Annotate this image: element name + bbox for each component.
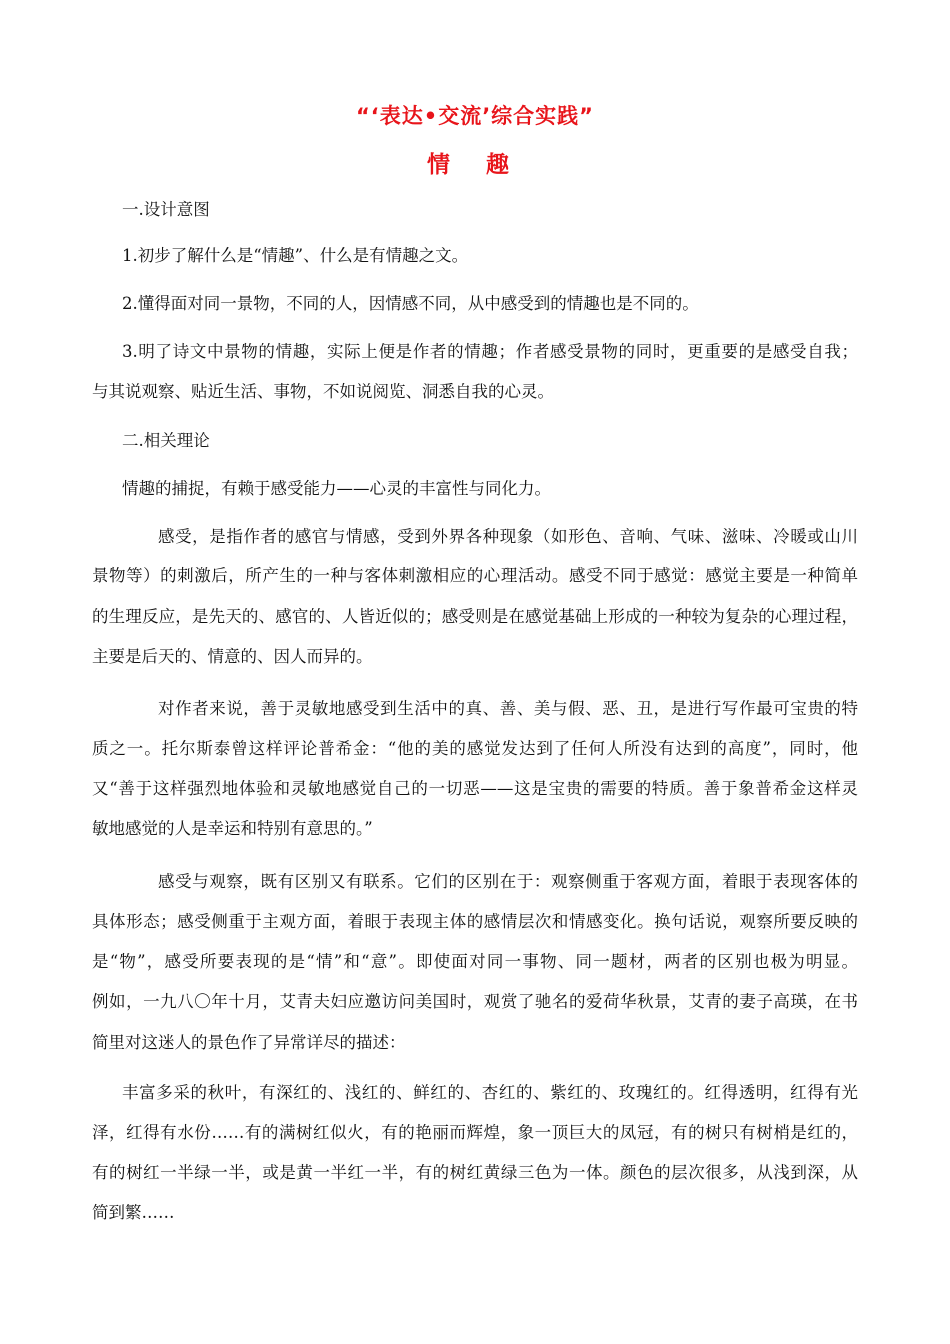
quote-line-3: 有的树红一半绿一半，或是黄一半红一半，有的树红黄绿三色为一体。颜色的层次很多，从浅到深，从 bbox=[92, 1163, 858, 1182]
paragraph-intro: 情趣的捕捉，有赖于感受能力——心灵的丰富性与同化力。 bbox=[122, 479, 551, 498]
paragraph-2-line-4: 敏地感觉的人是幸运和特别有意思的。” bbox=[92, 819, 373, 838]
list-item-3-line-2: 与其说观察、贴近生活、事物，不如说阅览、洞悉自我的心灵。 bbox=[92, 382, 554, 401]
list-item-1: 1.初步了解什么是“情趣”、什么是有情趣之文。 bbox=[122, 246, 469, 265]
list-item-2: 2.懂得面对同一景物，不同的人，因情感不同，从中感受到的情趣也是不同的。 bbox=[122, 294, 699, 313]
section-heading-1: 一.设计意图 bbox=[122, 200, 210, 219]
paragraph-1-line-4: 主要是后天的、情意的、因人而异的。 bbox=[92, 647, 373, 666]
paragraph-1-line-3: 的生理反应，是先天的、感官的、人皆近似的；感受则是在感觉基础上形成的一种较为复杂的心理过程， bbox=[92, 607, 858, 626]
quote-line-2: 泽，红得有水份……有的满树红似火，有的艳丽而辉煌，象一顶巨大的凤冠，有的树只有树梢是红的， bbox=[92, 1123, 858, 1142]
paragraph-2-line-3: 又“善于这样强烈地体验和灵敏地感觉自己的一切恶——这是宝贵的需要的特质。善于象普希金这样灵 bbox=[92, 779, 858, 798]
quote-line-4: 简到繁…… bbox=[92, 1203, 175, 1222]
section-heading-2: 二.相关理论 bbox=[122, 431, 210, 450]
doc-subtitle: 情 趣 bbox=[426, 152, 523, 178]
paragraph-2-line-1: 对作者来说，善于灵敏地感受到生活中的真、善、美与假、恶、丑，是进行写作最可宝贵的特 bbox=[158, 699, 858, 718]
paragraph-3-line-3: 是“物”，感受所要表现的是“情”和“意”。即使面对同一事物、同一题材，两者的区别也极为明显。 bbox=[92, 952, 858, 971]
quote-line-1: 丰富多采的秋叶，有深红的、浅红的、鲜红的、杏红的、紫红的、玫瑰红的。红得透明，红得有光 bbox=[122, 1083, 858, 1102]
paragraph-3-line-2: 具体形态；感受侧重于主观方面，着眼于表现主体的感情层次和情感变化。换句话说，观察所要反映的 bbox=[92, 912, 858, 931]
paragraph-3-line-5: 简里对这迷人的景色作了异常详尽的描述： bbox=[92, 1033, 406, 1052]
paragraph-3-line-4: 例如，一九八〇年十月，艾青夫妇应邀访问美国时，观赏了驰名的爱荷华秋景，艾青的妻子高瑛，在书 bbox=[92, 992, 858, 1011]
paragraph-2-line-2: 质之一。托尔斯泰曾这样评论普希金：“他的美的感觉发达到了任何人所没有达到的高度”，同时，他 bbox=[92, 739, 858, 758]
paragraph-1-line-1: 感受，是指作者的感官与情感，受到外界各种现象（如形色、音响、气味、滋味、冷暖或山川 bbox=[158, 527, 858, 546]
list-item-3-line-1: 3.明了诗文中景物的情趣，实际上便是作者的情趣；作者感受景物的同时，更重要的是感受自我； bbox=[122, 342, 858, 361]
paragraph-3-line-1: 感受与观察，既有区别又有联系。它们的区别在于：观察侧重于客观方面，着眼于表现客体的 bbox=[158, 872, 858, 891]
paragraph-1-line-2: 景物等）的刺激后，所产生的一种与客体刺激相应的心理活动。感受不同于感觉：感觉主要是一种简单 bbox=[92, 566, 858, 585]
doc-title: “‘表达•交流’综合实践” bbox=[356, 104, 594, 128]
